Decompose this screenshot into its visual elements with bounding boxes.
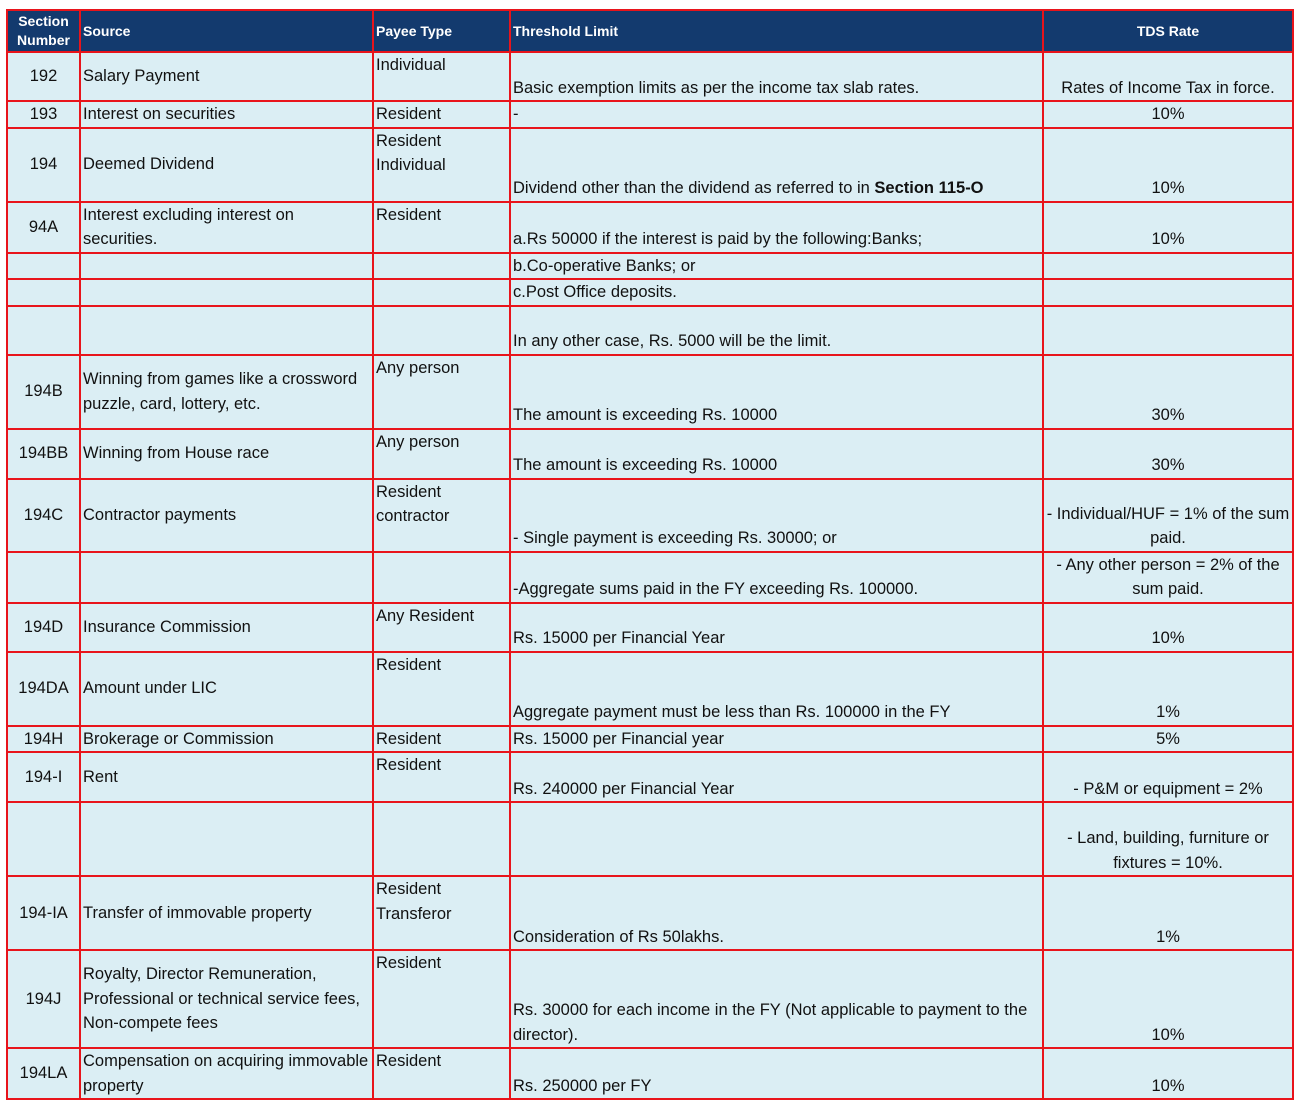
source-cell: Interest on securities <box>80 101 373 128</box>
source-cell: Interest excluding interest on securities. <box>80 202 373 253</box>
header-section-number: Section Number <box>7 10 80 52</box>
table-row <box>7 1048 1293 1099</box>
payee-cell: Resident <box>373 726 510 753</box>
header-row <box>7 10 1293 52</box>
threshold-cell: Consideration of Rs 50lakhs. <box>510 876 1043 950</box>
empty-cell <box>1043 306 1293 355</box>
empty-cell <box>7 802 80 876</box>
section-number: 194D <box>7 603 80 652</box>
threshold-cell: Rs. 15000 per Financial Year <box>510 603 1043 652</box>
payee-cell: Resident <box>373 101 510 128</box>
table-row <box>7 355 1293 429</box>
empty-cell <box>373 306 510 355</box>
threshold-cell: a.Rs 50000 if the interest is paid by the following:Banks; <box>510 202 1043 253</box>
empty-cell <box>510 802 1043 876</box>
table-row <box>7 603 1293 652</box>
section-number: 194-IA <box>7 876 80 950</box>
table-row <box>7 306 1293 355</box>
rate-cell: 10% <box>1043 101 1293 128</box>
table-row <box>7 802 1293 876</box>
rate-cell: - Any other person = 2% of the sum paid. <box>1043 552 1293 603</box>
section-number: 193 <box>7 101 80 128</box>
source-cell: Winning from games like a crossword puzzle, card, lottery, etc. <box>80 355 373 429</box>
table-row <box>7 52 1293 101</box>
rate-cell: - Individual/HUF = 1% of the sum paid. <box>1043 479 1293 552</box>
payee-cell: Any person <box>373 429 510 479</box>
empty-cell <box>373 802 510 876</box>
header-payee-type: Payee Type <box>373 10 510 52</box>
rate-cell: 30% <box>1043 355 1293 429</box>
rate-cell: 10% <box>1043 603 1293 652</box>
section-number: 194B <box>7 355 80 429</box>
payee-cell: Resident <box>373 652 510 726</box>
section-number: 194DA <box>7 652 80 726</box>
header-source: Source <box>80 10 373 52</box>
empty-cell <box>7 306 80 355</box>
threshold-cell: Rs. 240000 per Financial Year <box>510 752 1043 802</box>
payee-cell: Any Resident <box>373 603 510 652</box>
section-number: 194LA <box>7 1048 80 1099</box>
threshold-cell: In any other case, Rs. 5000 will be the limit. <box>510 306 1043 355</box>
section-number: 194J <box>7 950 80 1048</box>
empty-cell <box>80 279 373 306</box>
empty-cell <box>1043 279 1293 306</box>
rate-cell: 10% <box>1043 128 1293 202</box>
rate-cell: 30% <box>1043 429 1293 479</box>
payee-cell: Resident <box>373 1048 510 1099</box>
source-cell: Insurance Commission <box>80 603 373 652</box>
threshold-cell: Basic exemption limits as per the income tax slab rates. <box>510 52 1043 101</box>
table-row <box>7 479 1293 552</box>
table-row <box>7 726 1293 753</box>
threshold-cell: c.Post Office deposits. <box>510 279 1043 306</box>
payee-cell: Individual <box>373 52 510 101</box>
rate-cell: - P&M or equipment = 2% <box>1043 752 1293 802</box>
table-row <box>7 552 1293 603</box>
section-reference: Section 115-O <box>874 179 984 197</box>
payee-cell: Any person <box>373 355 510 429</box>
table-row <box>7 429 1293 479</box>
header-threshold-limit: Threshold Limit <box>510 10 1043 52</box>
threshold-cell: Rs. 30000 for each income in the FY (Not applicable to payment to the director). <box>510 950 1043 1048</box>
rate-cell: 10% <box>1043 202 1293 253</box>
threshold-cell: Rs. 15000 per Financial year <box>510 726 1043 753</box>
empty-cell <box>373 253 510 280</box>
source-cell: Winning from House race <box>80 429 373 479</box>
section-number: 94A <box>7 202 80 253</box>
threshold-cell: Dividend other than the dividend as referred to in Section 115-O <box>510 128 1043 202</box>
empty-cell <box>80 802 373 876</box>
threshold-cell: The amount is exceeding Rs. 10000 <box>510 355 1043 429</box>
rate-cell: 10% <box>1043 950 1293 1048</box>
rate-cell: - Land, building, furniture or fixtures = 10%. <box>1043 802 1293 876</box>
rate-cell: 5% <box>1043 726 1293 753</box>
table-row <box>7 876 1293 950</box>
source-cell: Brokerage or Commission <box>80 726 373 753</box>
payee-cell: Resident <box>373 950 510 1048</box>
table-row <box>7 101 1293 128</box>
empty-cell <box>80 253 373 280</box>
tds-table <box>6 9 1294 1100</box>
payee-cell: Resident <box>373 202 510 253</box>
source-cell: Transfer of immovable property <box>80 876 373 950</box>
threshold-cell: - <box>510 101 1043 128</box>
threshold-cell: b.Co-operative Banks; or <box>510 253 1043 280</box>
table-row <box>7 128 1293 202</box>
threshold-cell: Rs. 250000 per FY <box>510 1048 1043 1099</box>
rate-cell: Rates of Income Tax in force. <box>1043 52 1293 101</box>
table-row <box>7 279 1293 306</box>
payee-cell: Resident contractor <box>373 479 510 552</box>
empty-cell <box>7 279 80 306</box>
rate-cell: 1% <box>1043 652 1293 726</box>
section-number: 194C <box>7 479 80 552</box>
rate-cell: 1% <box>1043 876 1293 950</box>
source-cell: Salary Payment <box>80 52 373 101</box>
threshold-cell: Aggregate payment must be less than Rs. 100000 in the FY <box>510 652 1043 726</box>
source-cell: Contractor payments <box>80 479 373 552</box>
payee-cell: Resident Transferor <box>373 876 510 950</box>
threshold-cell: The amount is exceeding Rs. 10000 <box>510 429 1043 479</box>
empty-cell <box>80 552 373 603</box>
payee-cell: Resident Individual <box>373 128 510 202</box>
empty-cell <box>373 552 510 603</box>
threshold-cell: - Single payment is exceeding Rs. 30000; or <box>510 479 1043 552</box>
source-cell: Amount under LIC <box>80 652 373 726</box>
empty-cell <box>80 306 373 355</box>
table-row <box>7 950 1293 1048</box>
source-cell: Royalty, Director Remuneration, Professional or technical service fees, Non-compete fees <box>80 950 373 1048</box>
section-number: 194H <box>7 726 80 753</box>
table-row <box>7 652 1293 726</box>
source-cell: Deemed Dividend <box>80 128 373 202</box>
section-number: 192 <box>7 52 80 101</box>
section-number: 194 <box>7 128 80 202</box>
table-row <box>7 253 1293 280</box>
source-cell: Rent <box>80 752 373 802</box>
table-row <box>7 752 1293 802</box>
empty-cell <box>7 552 80 603</box>
empty-cell <box>1043 253 1293 280</box>
rate-cell: 10% <box>1043 1048 1293 1099</box>
table-row <box>7 202 1293 253</box>
section-number: 194BB <box>7 429 80 479</box>
empty-cell <box>7 253 80 280</box>
payee-cell: Resident <box>373 752 510 802</box>
header-tds-rate: TDS Rate <box>1043 10 1293 52</box>
empty-cell <box>373 279 510 306</box>
source-cell: Compensation on acquiring immovable property <box>80 1048 373 1099</box>
section-number: 194-I <box>7 752 80 802</box>
threshold-cell: -Aggregate sums paid in the FY exceeding Rs. 100000. <box>510 552 1043 603</box>
